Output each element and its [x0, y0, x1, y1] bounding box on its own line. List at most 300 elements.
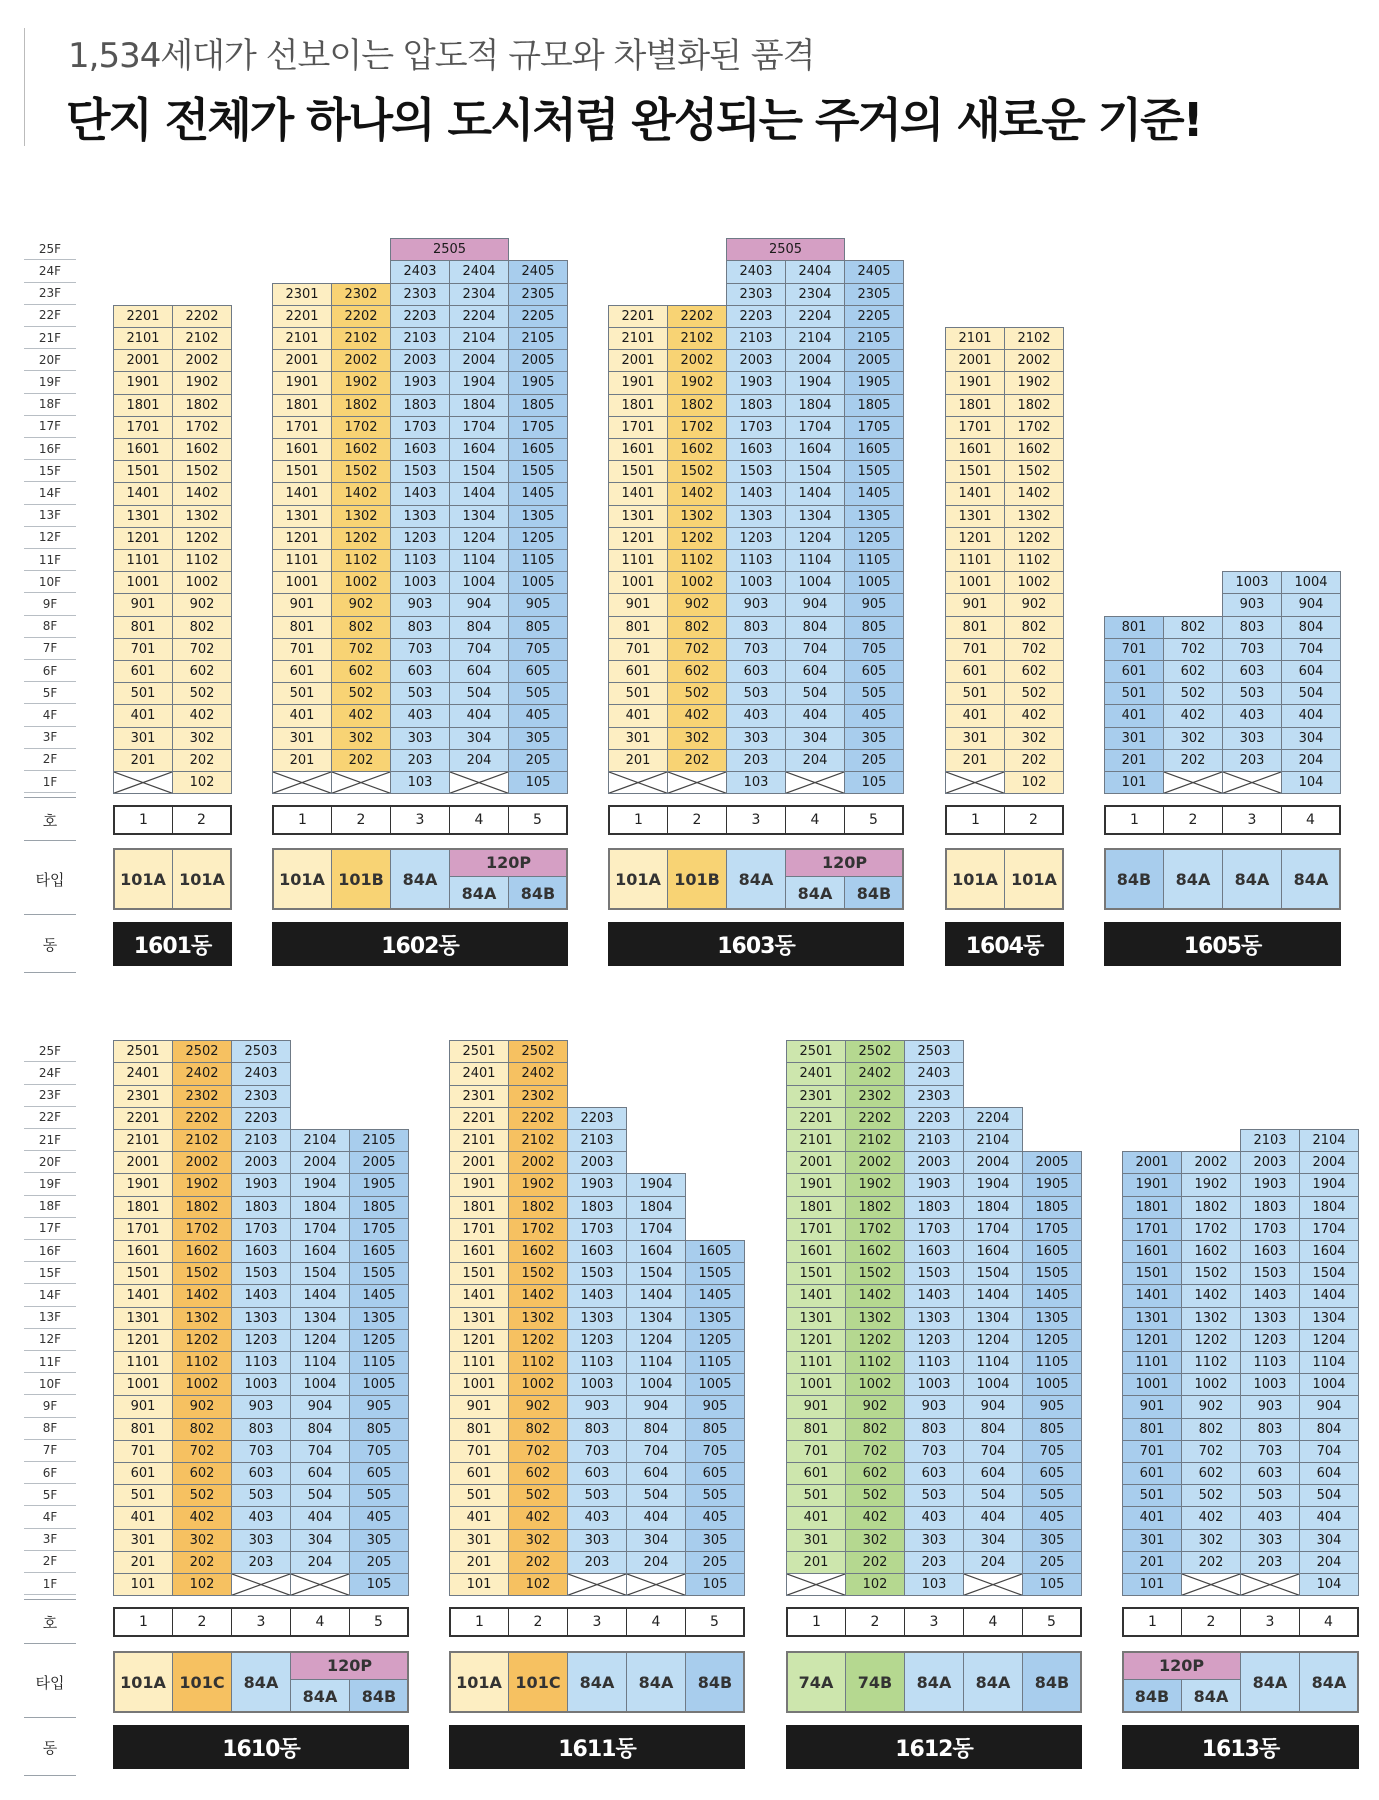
unit-cell: 2205 — [844, 305, 904, 328]
floor-label: 7F — [24, 638, 76, 660]
unit-cell: 1103 — [726, 549, 786, 572]
type-cell: 101A — [272, 848, 332, 910]
unit-cell: 1601 — [113, 438, 173, 461]
unit-cell: 402 — [172, 1506, 232, 1529]
unit-cell: 1801 — [1122, 1196, 1182, 1219]
unit-cell: 1002 — [667, 571, 727, 594]
unit-cell: 1703 — [1240, 1218, 1300, 1241]
unit-cell: 1105 — [844, 549, 904, 572]
unit-cell: 902 — [172, 1395, 232, 1418]
unit-cell: 1505 — [844, 460, 904, 483]
unit-cell: 603 — [1222, 660, 1282, 683]
unit-cell: 2402 — [845, 1062, 905, 1085]
ho-row-label: 호 — [42, 811, 58, 830]
unit-cell: 302 — [667, 727, 727, 750]
ho-number-cell: 3 — [231, 1607, 291, 1637]
ho-number-cell: 4 — [785, 805, 845, 835]
unit-cell: 2103 — [726, 327, 786, 350]
floor-label: 12F — [24, 527, 76, 549]
unit-cell: 602 — [1181, 1462, 1241, 1485]
unit-cell: 1503 — [1240, 1262, 1300, 1285]
unit-cell: 1701 — [272, 416, 332, 439]
unit-cell: 503 — [390, 682, 450, 705]
empty-unit-x-mark — [114, 772, 172, 793]
floor-label: 20F — [24, 349, 76, 371]
unit-cell: 1104 — [963, 1351, 1023, 1374]
unit-cell: 1101 — [1122, 1351, 1182, 1374]
unit-cell: 1902 — [667, 371, 727, 394]
unit-cell: 1001 — [113, 1373, 173, 1396]
unit-cell: 1303 — [1240, 1307, 1300, 1330]
unit-cell: 1405 — [1022, 1284, 1082, 1307]
unit-cell: 403 — [567, 1506, 627, 1529]
unit-cell: 403 — [904, 1506, 964, 1529]
unit-cell: 1702 — [331, 416, 391, 439]
unit-cell: 1704 — [785, 416, 845, 439]
unit-cell: 1602 — [331, 438, 391, 461]
unit-cell: 1605 — [1022, 1240, 1082, 1263]
type-group-cell: 120P — [449, 848, 568, 877]
unit-cell: 802 — [1181, 1418, 1241, 1441]
unit-cell: 1403 — [1240, 1284, 1300, 1307]
unit-cell: 1801 — [272, 394, 332, 417]
unit-cell: 1903 — [231, 1173, 291, 1196]
unit-cell: 1201 — [945, 527, 1005, 550]
unit-cell: 2005 — [349, 1151, 409, 1174]
unit-cell: 2105 — [844, 327, 904, 350]
unit-cell: 1804 — [963, 1196, 1023, 1219]
unit-cell: 1701 — [449, 1218, 509, 1241]
unit-cell: 904 — [626, 1395, 686, 1418]
unit-cell: 1902 — [1181, 1173, 1241, 1196]
unit-cell: 702 — [1163, 638, 1223, 661]
empty-unit-cell — [113, 771, 173, 794]
unit-cell: 1205 — [685, 1329, 745, 1352]
unit-cell: 301 — [945, 727, 1005, 750]
unit-cell: 1603 — [904, 1240, 964, 1263]
unit-cell: 1701 — [608, 416, 668, 439]
ho-number-cell: 5 — [508, 805, 568, 835]
unit-cell: 1703 — [726, 416, 786, 439]
floor-label: 11F — [24, 549, 76, 571]
ho-number-cell: 3 — [726, 805, 786, 835]
unit-cell: 1702 — [667, 416, 727, 439]
unit-cell: 901 — [113, 1395, 173, 1418]
unit-cell: 502 — [1181, 1484, 1241, 1507]
unit-cell: 1904 — [785, 371, 845, 394]
unit-cell: 2101 — [786, 1129, 846, 1152]
unit-cell: 305 — [508, 727, 568, 750]
unit-cell: 1003 — [1222, 571, 1282, 594]
unit-cell: 102 — [508, 1573, 568, 1596]
unit-cell: 402 — [667, 704, 727, 727]
type-cell: 84A — [626, 1651, 686, 1713]
ho-number-cell: 5 — [1022, 1607, 1082, 1637]
unit-cell: 2004 — [785, 349, 845, 372]
unit-cell: 802 — [1163, 616, 1223, 639]
unit-cell: 1501 — [272, 460, 332, 483]
unit-cell: 1402 — [172, 1284, 232, 1307]
unit-cell: 604 — [785, 660, 845, 683]
unit-cell: 1804 — [1299, 1196, 1359, 1219]
unit-cell: 2402 — [172, 1062, 232, 1085]
unit-cell: 1302 — [331, 505, 391, 528]
unit-cell: 202 — [331, 749, 391, 772]
unit-cell: 1804 — [449, 394, 509, 417]
unit-cell: 1801 — [608, 394, 668, 417]
unit-cell: 1901 — [449, 1173, 509, 1196]
ho-number-cell: 1 — [113, 1607, 173, 1637]
type-cell: 101A — [113, 848, 173, 910]
unit-cell: 403 — [231, 1506, 291, 1529]
unit-cell: 703 — [231, 1440, 291, 1463]
unit-cell: 304 — [785, 727, 845, 750]
unit-cell: 801 — [945, 616, 1005, 639]
unit-cell: 1902 — [508, 1173, 568, 1196]
unit-cell: 2103 — [390, 327, 450, 350]
unit-cell: 1901 — [272, 371, 332, 394]
empty-unit-cell — [290, 1573, 350, 1596]
unit-cell: 405 — [349, 1506, 409, 1529]
unit-cell: 301 — [786, 1529, 846, 1552]
unit-cell: 803 — [1240, 1418, 1300, 1441]
unit-cell: 1504 — [626, 1262, 686, 1285]
unit-cell: 302 — [1163, 727, 1223, 750]
unit-cell: 2101 — [945, 327, 1005, 350]
unit-cell: 1901 — [113, 371, 173, 394]
unit-cell: 1501 — [113, 1262, 173, 1285]
unit-cell: 204 — [449, 749, 509, 772]
unit-cell: 2104 — [963, 1129, 1023, 1152]
unit-cell: 805 — [1022, 1418, 1082, 1441]
unit-cell: 1005 — [349, 1373, 409, 1396]
floor-label: 5F — [24, 682, 76, 704]
unit-cell: 901 — [113, 593, 173, 616]
unit-cell: 805 — [685, 1418, 745, 1441]
unit-cell: 2401 — [449, 1062, 509, 1085]
unit-cell: 1103 — [1240, 1351, 1300, 1374]
unit-cell: 2305 — [844, 283, 904, 306]
unit-cell: 905 — [844, 593, 904, 616]
unit-cell: 1303 — [231, 1307, 291, 1330]
unit-cell: 1704 — [290, 1218, 350, 1241]
unit-cell: 804 — [290, 1418, 350, 1441]
unit-cell: 1102 — [667, 549, 727, 572]
floor-label: 22F — [24, 305, 76, 327]
unit-cell: 1104 — [290, 1351, 350, 1374]
unit-cell: 705 — [349, 1440, 409, 1463]
unit-cell: 203 — [1240, 1551, 1300, 1574]
unit-cell: 1205 — [844, 527, 904, 550]
type-row-label: 타입 — [35, 1673, 65, 1692]
ho-number-cell: 4 — [449, 805, 509, 835]
unit-cell: 704 — [1299, 1440, 1359, 1463]
ho-number-cell: 1 — [608, 805, 668, 835]
unit-cell: 201 — [272, 749, 332, 772]
unit-cell: 1201 — [608, 527, 668, 550]
unit-cell: 1104 — [1299, 1351, 1359, 1374]
unit-cell: 504 — [626, 1484, 686, 1507]
unit-cell: 1104 — [449, 549, 509, 572]
ho-number-cell: 1 — [786, 1607, 846, 1637]
unit-cell: 902 — [1004, 593, 1064, 616]
unit-cell: 2201 — [113, 1107, 173, 1130]
unit-cell: 704 — [626, 1440, 686, 1463]
unit-cell: 101 — [1122, 1573, 1182, 1596]
floor-label: 24F — [24, 1062, 76, 1084]
row-divider — [24, 840, 76, 841]
unit-cell: 604 — [1281, 660, 1341, 683]
ho-number-cell: 2 — [1181, 1607, 1241, 1637]
unit-cell: 501 — [113, 1484, 173, 1507]
merged-unit-cell: 2505 — [390, 238, 509, 261]
unit-cell: 1302 — [172, 505, 232, 528]
unit-cell: 405 — [685, 1506, 745, 1529]
empty-unit-x-mark — [332, 772, 390, 793]
unit-cell: 805 — [349, 1418, 409, 1441]
unit-cell: 703 — [726, 638, 786, 661]
unit-cell: 1402 — [508, 1284, 568, 1307]
unit-cell: 2102 — [845, 1129, 905, 1152]
unit-cell: 603 — [231, 1462, 291, 1485]
unit-cell: 2501 — [113, 1040, 173, 1063]
unit-cell: 1603 — [1240, 1240, 1300, 1263]
unit-cell: 204 — [290, 1551, 350, 1574]
ho-number-cell: 4 — [1281, 805, 1341, 835]
dong-row-label: 동 — [42, 935, 58, 954]
unit-cell: 202 — [172, 749, 232, 772]
unit-cell: 1201 — [113, 527, 173, 550]
unit-cell: 2003 — [904, 1151, 964, 1174]
unit-cell: 1304 — [963, 1307, 1023, 1330]
floor-label: 1F — [24, 1573, 76, 1595]
unit-cell: 1405 — [844, 482, 904, 505]
unit-cell: 1802 — [845, 1196, 905, 1219]
unit-cell: 1503 — [231, 1262, 291, 1285]
unit-cell: 1602 — [508, 1240, 568, 1263]
unit-cell: 1404 — [963, 1284, 1023, 1307]
unit-cell: 2001 — [113, 1151, 173, 1174]
unit-cell: 702 — [845, 1440, 905, 1463]
unit-cell: 1605 — [349, 1240, 409, 1263]
unit-cell: 1301 — [272, 505, 332, 528]
unit-cell: 204 — [626, 1551, 686, 1574]
dong-name-bar: 1610동 — [113, 1725, 409, 1769]
unit-cell: 1501 — [608, 460, 668, 483]
ho-number-cell: 3 — [390, 805, 450, 835]
unit-cell: 2305 — [508, 283, 568, 306]
unit-cell: 905 — [508, 593, 568, 616]
unit-cell: 605 — [508, 660, 568, 683]
unit-cell: 1101 — [608, 549, 668, 572]
ho-number-cell: 2 — [331, 805, 391, 835]
unit-cell: 302 — [172, 1529, 232, 1552]
unit-cell: 703 — [390, 638, 450, 661]
unit-cell: 502 — [172, 1484, 232, 1507]
empty-unit-cell — [785, 771, 845, 794]
ho-number-cell: 4 — [626, 1607, 686, 1637]
unit-cell: 405 — [508, 704, 568, 727]
unit-cell: 1501 — [449, 1262, 509, 1285]
unit-cell: 905 — [685, 1395, 745, 1418]
unit-cell: 801 — [1122, 1418, 1182, 1441]
unit-cell: 702 — [172, 1440, 232, 1463]
unit-cell: 1704 — [626, 1218, 686, 1241]
floor-label: 4F — [24, 1506, 76, 1528]
unit-cell: 1905 — [349, 1173, 409, 1196]
unit-cell: 801 — [1104, 616, 1164, 639]
unit-cell: 1402 — [172, 482, 232, 505]
unit-cell: 102 — [845, 1573, 905, 1596]
unit-cell: 1003 — [726, 571, 786, 594]
unit-cell: 505 — [1022, 1484, 1082, 1507]
unit-cell: 1302 — [508, 1307, 568, 1330]
type-cell: 84B — [349, 1679, 409, 1713]
page-title: 단지 전체가 하나의 도시처럼 완성되는 주거의 새로운 기준! — [66, 93, 1202, 147]
unit-cell: 2003 — [567, 1151, 627, 1174]
unit-cell: 2202 — [667, 305, 727, 328]
unit-cell: 1901 — [945, 371, 1005, 394]
unit-cell: 301 — [113, 1529, 173, 1552]
type-cell: 84A — [390, 848, 450, 910]
unit-cell: 1103 — [231, 1351, 291, 1374]
unit-cell: 802 — [172, 616, 232, 639]
unit-cell: 1002 — [845, 1373, 905, 1396]
unit-cell: 1901 — [1122, 1173, 1182, 1196]
unit-cell: 1005 — [844, 571, 904, 594]
unit-cell: 1002 — [1181, 1373, 1241, 1396]
floor-label: 20F — [24, 1151, 76, 1173]
unit-cell: 404 — [963, 1506, 1023, 1529]
ho-number-cell: 5 — [349, 1607, 409, 1637]
unit-cell: 1801 — [113, 394, 173, 417]
unit-cell: 1004 — [1281, 571, 1341, 594]
unit-cell: 603 — [904, 1462, 964, 1485]
unit-cell: 804 — [963, 1418, 1023, 1441]
unit-cell: 1304 — [626, 1307, 686, 1330]
unit-cell: 1804 — [626, 1196, 686, 1219]
unit-cell: 702 — [1181, 1440, 1241, 1463]
dong-name-bar: 1612동 — [786, 1725, 1082, 1769]
unit-cell: 803 — [904, 1418, 964, 1441]
unit-cell: 903 — [567, 1395, 627, 1418]
unit-cell: 1405 — [685, 1284, 745, 1307]
unit-cell: 1102 — [331, 549, 391, 572]
unit-cell: 2002 — [172, 1151, 232, 1174]
unit-cell: 103 — [904, 1573, 964, 1596]
unit-cell: 2203 — [726, 305, 786, 328]
unit-cell: 1003 — [390, 571, 450, 594]
floor-label: 3F — [24, 727, 76, 749]
ho-number-cell: 2 — [1004, 805, 1064, 835]
unit-cell: 1501 — [1122, 1262, 1182, 1285]
floor-label: 6F — [24, 660, 76, 682]
unit-cell: 402 — [1004, 704, 1064, 727]
unit-cell: 1001 — [786, 1373, 846, 1396]
dong-row-label: 동 — [42, 1738, 58, 1757]
unit-cell: 1601 — [786, 1240, 846, 1263]
floor-label: 13F — [24, 505, 76, 527]
unit-cell: 303 — [726, 727, 786, 750]
unit-cell: 1504 — [290, 1262, 350, 1285]
unit-cell: 1603 — [567, 1240, 627, 1263]
unit-cell: 2502 — [508, 1040, 568, 1063]
type-cell: 101A — [1004, 848, 1064, 910]
unit-cell: 1303 — [904, 1307, 964, 1330]
unit-cell: 1703 — [904, 1218, 964, 1241]
unit-cell: 2401 — [786, 1062, 846, 1085]
unit-cell: 603 — [726, 660, 786, 683]
unit-cell: 502 — [172, 682, 232, 705]
unit-cell: 404 — [626, 1506, 686, 1529]
unit-cell: 2002 — [172, 349, 232, 372]
row-divider — [24, 1643, 76, 1644]
unit-cell: 802 — [331, 616, 391, 639]
empty-unit-cell — [945, 771, 1005, 794]
unit-cell: 904 — [1299, 1395, 1359, 1418]
floor-label: 23F — [24, 1085, 76, 1107]
unit-cell: 503 — [231, 1484, 291, 1507]
unit-cell: 1302 — [667, 505, 727, 528]
unit-cell: 902 — [845, 1395, 905, 1418]
unit-cell: 201 — [608, 749, 668, 772]
unit-cell: 1004 — [290, 1373, 350, 1396]
unit-cell: 2304 — [449, 283, 509, 306]
unit-cell: 1602 — [1181, 1240, 1241, 1263]
unit-cell: 401 — [113, 1506, 173, 1529]
unit-cell: 1102 — [1181, 1351, 1241, 1374]
unit-cell: 2201 — [272, 305, 332, 328]
type-cell: 84B — [685, 1651, 745, 1713]
unit-cell: 1401 — [113, 482, 173, 505]
unit-cell: 105 — [508, 771, 568, 794]
unit-cell: 205 — [1022, 1551, 1082, 1574]
floor-label: 8F — [24, 616, 76, 638]
unit-cell: 801 — [113, 1418, 173, 1441]
unit-cell: 1503 — [567, 1262, 627, 1285]
unit-cell: 1605 — [508, 438, 568, 461]
unit-cell: 704 — [785, 638, 845, 661]
unit-cell: 702 — [508, 1440, 568, 1463]
empty-unit-x-mark — [609, 772, 667, 793]
unit-cell: 1504 — [963, 1262, 1023, 1285]
unit-cell: 1903 — [567, 1173, 627, 1196]
unit-cell: 1604 — [963, 1240, 1023, 1263]
unit-cell: 1301 — [608, 505, 668, 528]
unit-cell: 1201 — [272, 527, 332, 550]
unit-cell: 1302 — [845, 1307, 905, 1330]
floor-label: 14F — [24, 482, 76, 504]
unit-cell: 1102 — [172, 549, 232, 572]
unit-cell: 303 — [904, 1529, 964, 1552]
unit-cell: 1205 — [349, 1329, 409, 1352]
empty-unit-cell — [786, 1573, 846, 1596]
unit-cell: 2004 — [1299, 1151, 1359, 1174]
type-cell: 74A — [786, 1651, 846, 1713]
floor-label: 10F — [24, 1373, 76, 1395]
unit-cell: 2103 — [231, 1129, 291, 1152]
type-group-cell: 120P — [290, 1651, 409, 1680]
unit-cell: 1904 — [626, 1173, 686, 1196]
unit-cell: 502 — [845, 1484, 905, 1507]
empty-unit-cell — [1181, 1573, 1241, 1596]
unit-cell: 604 — [963, 1462, 1023, 1485]
unit-cell: 1401 — [786, 1284, 846, 1307]
unit-cell: 303 — [231, 1529, 291, 1552]
dong-name-bar: 1602동 — [272, 922, 568, 966]
unit-cell: 202 — [1004, 749, 1064, 772]
row-divider — [24, 972, 76, 973]
